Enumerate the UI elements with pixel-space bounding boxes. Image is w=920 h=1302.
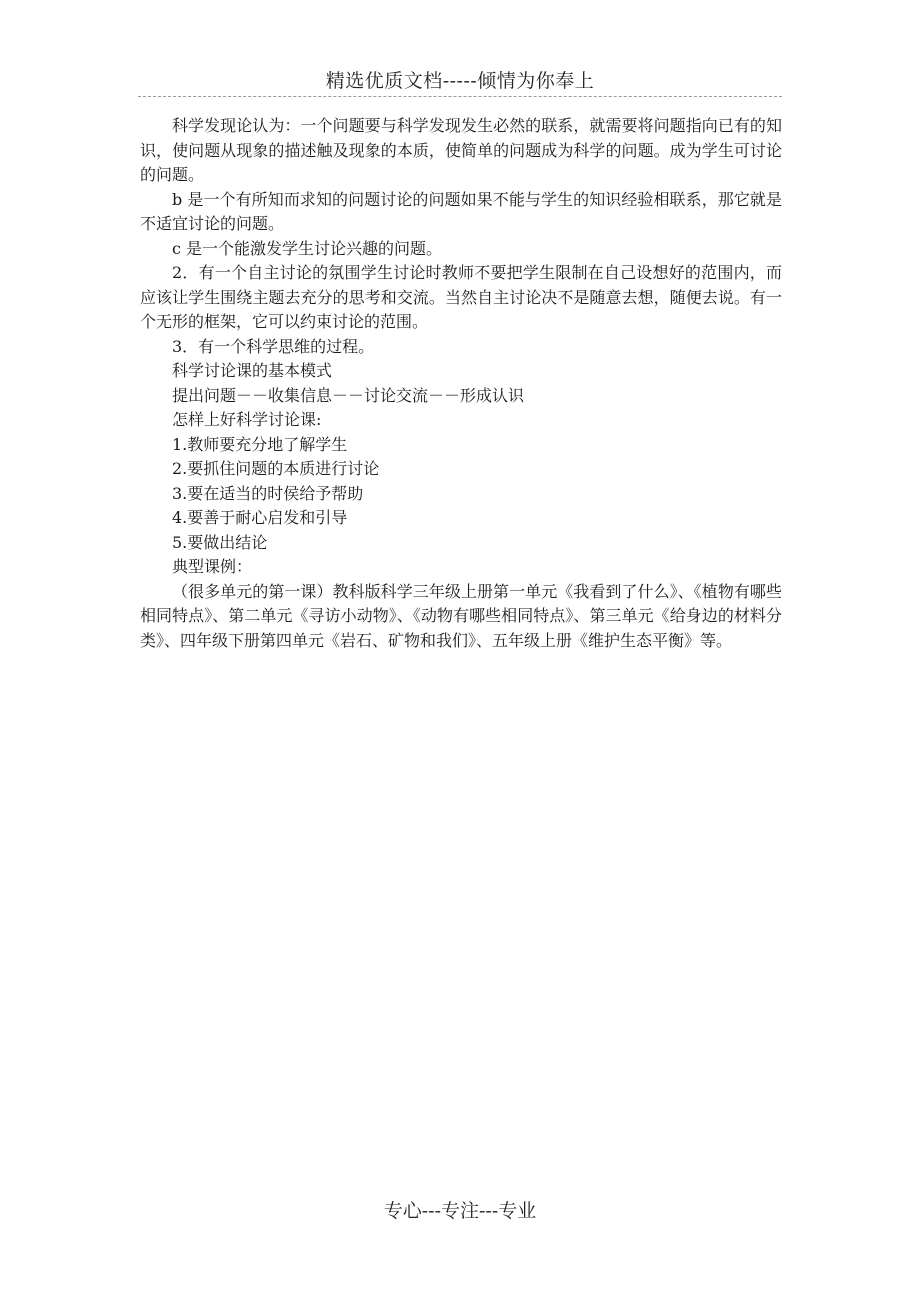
paragraph-point-b: b 是一个有所知而求知的问题讨论的问题如果不能与学生的知识经验相联系，那它就是不适宜讨论的问题。 — [140, 189, 782, 233]
paragraph-examples: （很多单元的第一课）教科版科学三年级上册第一单元《我看到了什么》、《植物有哪些相同特点》、第二单元《寻访小动物》、《动物有哪些相同特点》、第三单元《给身边的材料分类》、四年级下册第四单元《岩石、矿物和我们》、五年级上册《维护生态平衡》等。 — [140, 581, 782, 650]
document-body — [140, 114, 782, 653]
list-item: 4.要善于耐心启发和引导 — [172, 508, 348, 527]
section-heading-examples: 典型课例： — [172, 557, 253, 576]
page-header: 精选优质文档-----倾情为你奉上 — [325, 70, 595, 92]
list-item: 1.教师要充分地了解学生 — [172, 434, 348, 454]
list-item: 3.要在适当的时侯给予帮助 — [172, 483, 364, 503]
section-heading-basic-mode: 科学讨论课的基本模式 — [172, 361, 333, 380]
paragraph-point-3: 3．有一个科学思维的过程。 — [172, 336, 375, 356]
section-heading-how-to: 怎样上好科学讨论课: — [172, 410, 322, 429]
list-item: 5.要做出结论 — [172, 532, 268, 552]
header-divider — [138, 96, 782, 97]
paragraph-scientific-discovery: 科学发现论认为：一个问题要与科学发现发生必然的联系，就需要将问题指向已有的知识，使问题从现象的描述触及现象的本质，使简单的问题成为科学的问题。成为学生可讨论的问题。 — [140, 116, 782, 184]
list-item: 2.要抓住问题的本质进行讨论 — [172, 459, 380, 478]
paragraph-process-flow: 提出问题－－收集信息－－讨论交流－－形成认识 — [172, 385, 525, 405]
paragraph-point-2: 2．有一个自主讨论的氛围学生讨论时教师不要把学生限制在自己设想好的范围内，而应该让学生围绕主题去充分的思考和交流。当然自主讨论决不是随意去想，随便去说。有一个无形的框架，它可以约束讨论的范围。 — [140, 263, 782, 331]
paragraph-point-c: c 是一个能激发学生讨论兴趣的问题。 — [172, 238, 443, 258]
page-footer: 专心---专注---专业 — [383, 1200, 537, 1222]
